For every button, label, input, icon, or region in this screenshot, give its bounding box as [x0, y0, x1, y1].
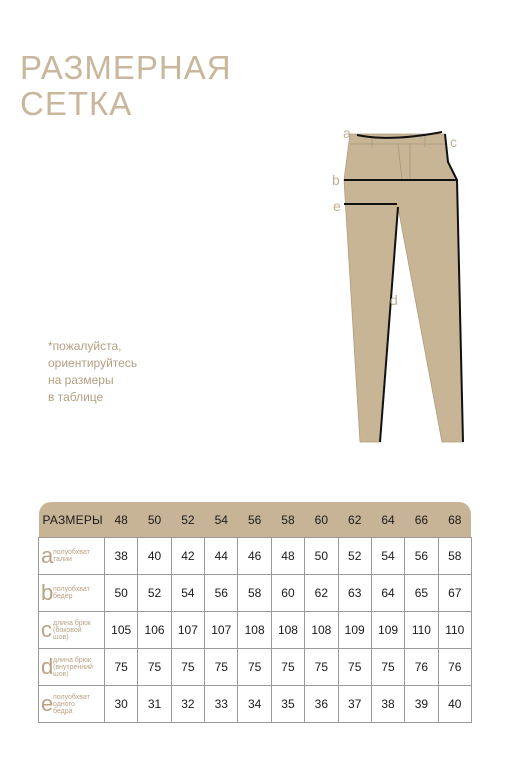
table-cell: 44	[205, 538, 238, 575]
table-cell: 58	[238, 575, 271, 612]
row-description-line: бедер	[53, 593, 73, 600]
table-cell: 75	[138, 649, 171, 686]
row-description-line: одного	[53, 700, 75, 708]
table-cell: 76	[438, 649, 471, 686]
table-cell: 38	[105, 538, 138, 575]
note-line-3: на размеры	[48, 373, 114, 387]
row-header	[39, 649, 105, 686]
row-letter: c	[41, 617, 52, 642]
table-cell: 38	[371, 686, 404, 723]
table-cell: 109	[338, 612, 371, 649]
label-c: c	[450, 134, 457, 150]
row-description	[53, 586, 90, 600]
table-cell: 110	[438, 612, 471, 649]
header-size: 52	[171, 502, 204, 538]
table-cell: 109	[371, 612, 404, 649]
table-cell: 105	[105, 612, 138, 649]
header-size: 50	[138, 502, 171, 538]
table-cell: 107	[205, 612, 238, 649]
size-table	[38, 502, 472, 723]
table-cell: 50	[305, 538, 338, 575]
table-cell: 62	[305, 575, 338, 612]
table-cell: 56	[405, 538, 438, 575]
page-title	[20, 50, 232, 122]
row-description-line: длина брюк	[53, 656, 91, 664]
table-cell: 75	[105, 649, 138, 686]
label-d: d	[390, 292, 398, 308]
table-cell: 39	[405, 686, 438, 723]
note-line-1: *пожалуйста,	[48, 339, 122, 353]
table-cell: 34	[238, 686, 271, 723]
row-header	[39, 538, 105, 575]
row-description-line: шов)	[53, 670, 69, 678]
table-cell: 75	[238, 649, 271, 686]
title-line-1: РАЗМЕРНАЯ	[20, 49, 232, 86]
size-note	[48, 338, 137, 406]
row-description-line: (внутренний	[53, 663, 93, 671]
header-sizes-label: РАЗМЕРЫ	[39, 502, 105, 538]
table-row	[39, 649, 472, 686]
table-cell: 33	[205, 686, 238, 723]
table-cell: 36	[305, 686, 338, 723]
row-description	[53, 620, 91, 641]
row-header	[39, 612, 105, 649]
table-row	[39, 575, 472, 612]
row-description-line: полуобхват	[53, 693, 90, 701]
row-description-line: талии	[53, 556, 72, 563]
table-cell: 40	[438, 686, 471, 723]
table-row	[39, 612, 472, 649]
header-size: 60	[305, 502, 338, 538]
table-cell: 76	[405, 649, 438, 686]
table-cell: 56	[205, 575, 238, 612]
row-description	[53, 694, 90, 715]
title-line-2: СЕТКА	[20, 85, 133, 122]
table-cell: 75	[171, 649, 204, 686]
row-description-line: длина брюк	[53, 619, 91, 627]
row-letter: a	[41, 543, 54, 568]
label-e: e	[333, 198, 341, 214]
row-description	[53, 549, 90, 563]
table-cell: 108	[305, 612, 338, 649]
table-cell: 75	[371, 649, 404, 686]
table-row	[39, 538, 472, 575]
note-line-4: в таблице	[48, 390, 104, 404]
row-header	[39, 686, 105, 723]
row-description-line: (боковой	[53, 626, 82, 634]
row-description-line: полуобхват	[53, 586, 90, 593]
table-cell: 30	[105, 686, 138, 723]
size-table-container	[38, 502, 471, 734]
table-cell: 106	[138, 612, 171, 649]
table-cell: 31	[138, 686, 171, 723]
header-size: 56	[238, 502, 271, 538]
table-cell: 64	[371, 575, 404, 612]
label-a: a	[343, 125, 351, 141]
table-cell: 50	[105, 575, 138, 612]
header-size: 54	[205, 502, 238, 538]
table-cell: 52	[338, 538, 371, 575]
table-cell: 35	[271, 686, 304, 723]
row-description-line: бедра	[53, 707, 73, 715]
table-cell: 75	[271, 649, 304, 686]
table-cell: 40	[138, 538, 171, 575]
table-row	[39, 686, 472, 723]
row-letter: d	[41, 654, 54, 679]
table-cell: 67	[438, 575, 471, 612]
table-cell: 46	[238, 538, 271, 575]
row-description-line: шов)	[53, 633, 69, 641]
table-cell: 32	[171, 686, 204, 723]
label-b: b	[332, 172, 340, 188]
header-size: 62	[338, 502, 371, 538]
table-cell: 65	[405, 575, 438, 612]
table-cell: 54	[371, 538, 404, 575]
header-size: 66	[405, 502, 438, 538]
table-cell: 108	[238, 612, 271, 649]
header-size: 58	[271, 502, 304, 538]
row-description	[53, 657, 93, 678]
table-cell: 107	[171, 612, 204, 649]
table-cell: 42	[171, 538, 204, 575]
table-header-row	[39, 502, 472, 538]
pants-diagram	[330, 122, 470, 447]
table-cell: 60	[271, 575, 304, 612]
table-cell: 58	[438, 538, 471, 575]
note-line-2: ориентируйтесь	[48, 356, 138, 370]
table-cell: 75	[305, 649, 338, 686]
header-size: 48	[105, 502, 138, 538]
table-cell: 54	[171, 575, 204, 612]
table-cell: 108	[271, 612, 304, 649]
row-letter: e	[41, 691, 54, 716]
table-cell: 110	[405, 612, 438, 649]
header-size: 64	[371, 502, 404, 538]
row-header	[39, 575, 105, 612]
table-cell: 37	[338, 686, 371, 723]
header-size: 68	[438, 502, 471, 538]
row-description-line: полуобхват	[53, 549, 90, 556]
table-cell: 75	[338, 649, 371, 686]
row-letter: b	[41, 580, 54, 605]
table-cell: 63	[338, 575, 371, 612]
table-cell: 48	[271, 538, 304, 575]
table-cell: 75	[205, 649, 238, 686]
table-cell: 52	[138, 575, 171, 612]
